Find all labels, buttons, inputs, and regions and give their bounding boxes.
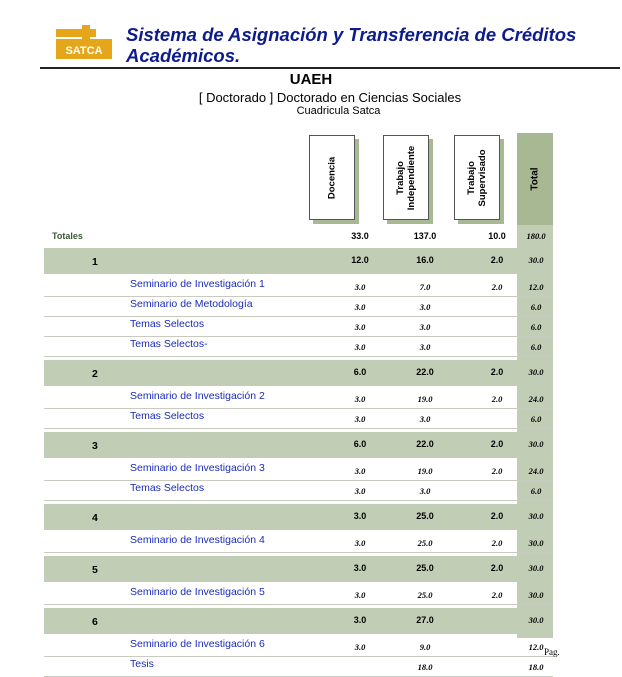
- course-independiente: 25.0: [417, 538, 433, 548]
- course-docencia: 3.0: [354, 302, 366, 312]
- semester-label: 6: [92, 616, 98, 628]
- header-divider: [40, 67, 620, 69]
- course-docencia: 3.0: [354, 590, 366, 600]
- program-name: [ Doctorado ] Doctorado en Ciencias Sociales: [198, 90, 462, 105]
- course-name: Temas Selectos: [130, 410, 205, 422]
- course-independiente: 3.0: [419, 322, 431, 332]
- semester-total: 30.0: [528, 367, 544, 377]
- course-total: 6.0: [530, 486, 542, 496]
- course-docencia: 3.0: [354, 466, 366, 476]
- course-total: 24.0: [528, 466, 544, 476]
- grid-subtitle: Cuadricula Satca: [296, 105, 381, 117]
- course-row: [44, 408, 553, 429]
- course-independiente: 18.0: [417, 662, 433, 672]
- course-name: Temas Selectos: [130, 482, 205, 494]
- column-header-docencia: [309, 135, 355, 220]
- course-docencia: 3.0: [354, 282, 366, 292]
- column-header-supervisado-label: Trabajo Supervisado: [466, 148, 488, 207]
- course-row: [44, 336, 553, 357]
- semester-total: 30.0: [528, 563, 544, 573]
- semester-docencia: 12.0: [351, 255, 369, 265]
- semester-supervisado: 2.0: [490, 255, 504, 265]
- semester-total: 30.0: [528, 439, 544, 449]
- course-total: 6.0: [530, 302, 542, 312]
- column-header-docencia-label: Docencia: [326, 156, 338, 199]
- column-header-independiente: [383, 135, 429, 220]
- course-supervisado: 2.0: [491, 466, 503, 476]
- course-independiente: 25.0: [417, 590, 433, 600]
- semester-row: [44, 608, 553, 634]
- course-total: 30.0: [528, 590, 544, 600]
- column-header-total: [517, 133, 553, 225]
- course-independiente: 19.0: [417, 394, 433, 404]
- course-independiente: 3.0: [419, 302, 431, 312]
- course-independiente: 3.0: [419, 342, 431, 352]
- course-total: 30.0: [528, 538, 544, 548]
- semester-label: 1: [92, 256, 98, 268]
- course-name: Seminario de Investigación 2: [130, 390, 265, 402]
- course-docencia: 3.0: [354, 322, 366, 332]
- course-docencia: 3.0: [354, 394, 366, 404]
- course-name: Temas Selectos-: [130, 338, 208, 350]
- course-total: 18.0: [528, 662, 544, 672]
- course-docencia: 3.0: [354, 486, 366, 496]
- semester-docencia: 6.0: [353, 367, 367, 377]
- semester-independiente: 22.0: [416, 439, 434, 449]
- course-docencia: 3.0: [354, 342, 366, 352]
- totals-docencia: 33.0: [351, 231, 369, 241]
- semester-total: 30.0: [528, 255, 544, 265]
- course-name: Seminario de Investigación 3: [130, 462, 265, 474]
- course-row: [44, 480, 553, 501]
- page-label: Pag.: [544, 647, 560, 657]
- course-total: 6.0: [530, 414, 542, 424]
- course-total: 24.0: [528, 394, 544, 404]
- logo-text: SATCA: [65, 45, 103, 57]
- column-header-supervisado: [454, 135, 500, 220]
- satca-logo: [52, 25, 114, 63]
- column-header-total-label: Total: [529, 167, 541, 191]
- course-docencia: 3.0: [354, 642, 366, 652]
- course-supervisado: 2.0: [491, 590, 503, 600]
- course-docencia: 3.0: [354, 538, 366, 548]
- totals-label: Totales: [52, 231, 83, 241]
- totals-total: 180.0: [526, 231, 546, 241]
- course-docencia: 3.0: [354, 414, 366, 424]
- semester-supervisado: 2.0: [490, 511, 504, 521]
- course-name: Seminario de Investigación 5: [130, 586, 265, 598]
- semester-label: 2: [92, 368, 98, 380]
- semester-docencia: 3.0: [353, 563, 367, 573]
- semester-docencia: 3.0: [353, 615, 367, 625]
- semester-supervisado: 2.0: [490, 439, 504, 449]
- course-name: Seminario de Investigación 4: [130, 534, 265, 546]
- semester-label: 4: [92, 512, 98, 524]
- course-independiente: 9.0: [419, 642, 431, 652]
- course-total: 12.0: [528, 282, 544, 292]
- semester-label: 5: [92, 564, 98, 576]
- course-independiente: 3.0: [419, 414, 431, 424]
- course-name: Tesis: [130, 658, 154, 670]
- semester-independiente: 22.0: [416, 367, 434, 377]
- column-header-independiente-label: Trabajo Independiente: [395, 145, 417, 210]
- semester-docencia: 6.0: [353, 439, 367, 449]
- semester-supervisado: 2.0: [490, 367, 504, 377]
- course-supervisado: 2.0: [491, 538, 503, 548]
- semester-docencia: 3.0: [353, 511, 367, 521]
- semester-independiente: 27.0: [416, 615, 434, 625]
- course-name: Temas Selectos: [130, 318, 205, 330]
- course-supervisado: 2.0: [491, 394, 503, 404]
- totals-supervisado: 10.0: [488, 231, 506, 241]
- semester-label: 3: [92, 440, 98, 452]
- course-name: Seminario de Investigación 6: [130, 638, 265, 650]
- semester-independiente: 16.0: [416, 255, 434, 265]
- page-title: Sistema de Asignación y Transferencia de Créditos Académicos.: [126, 24, 577, 66]
- course-independiente: 3.0: [419, 486, 431, 496]
- course-independiente: 7.0: [419, 282, 431, 292]
- course-supervisado: 2.0: [491, 282, 503, 292]
- semester-independiente: 25.0: [416, 563, 434, 573]
- semester-total: 30.0: [528, 615, 544, 625]
- course-independiente: 19.0: [417, 466, 433, 476]
- semester-independiente: 25.0: [416, 511, 434, 521]
- course-row: [44, 296, 553, 317]
- course-name: Seminario de Investigación 1: [130, 278, 265, 290]
- course-total: 6.0: [530, 322, 542, 332]
- semester-supervisado: 2.0: [490, 563, 504, 573]
- course-name: Seminario de Metodología: [130, 298, 253, 310]
- course-total: 6.0: [530, 342, 542, 352]
- totals-independiente: 137.0: [413, 231, 437, 241]
- course-row: [44, 316, 553, 337]
- institution-name: UAEH: [289, 71, 333, 88]
- semester-total: 30.0: [528, 511, 544, 521]
- course-total: 12.0: [528, 642, 544, 652]
- course-row: [44, 636, 553, 657]
